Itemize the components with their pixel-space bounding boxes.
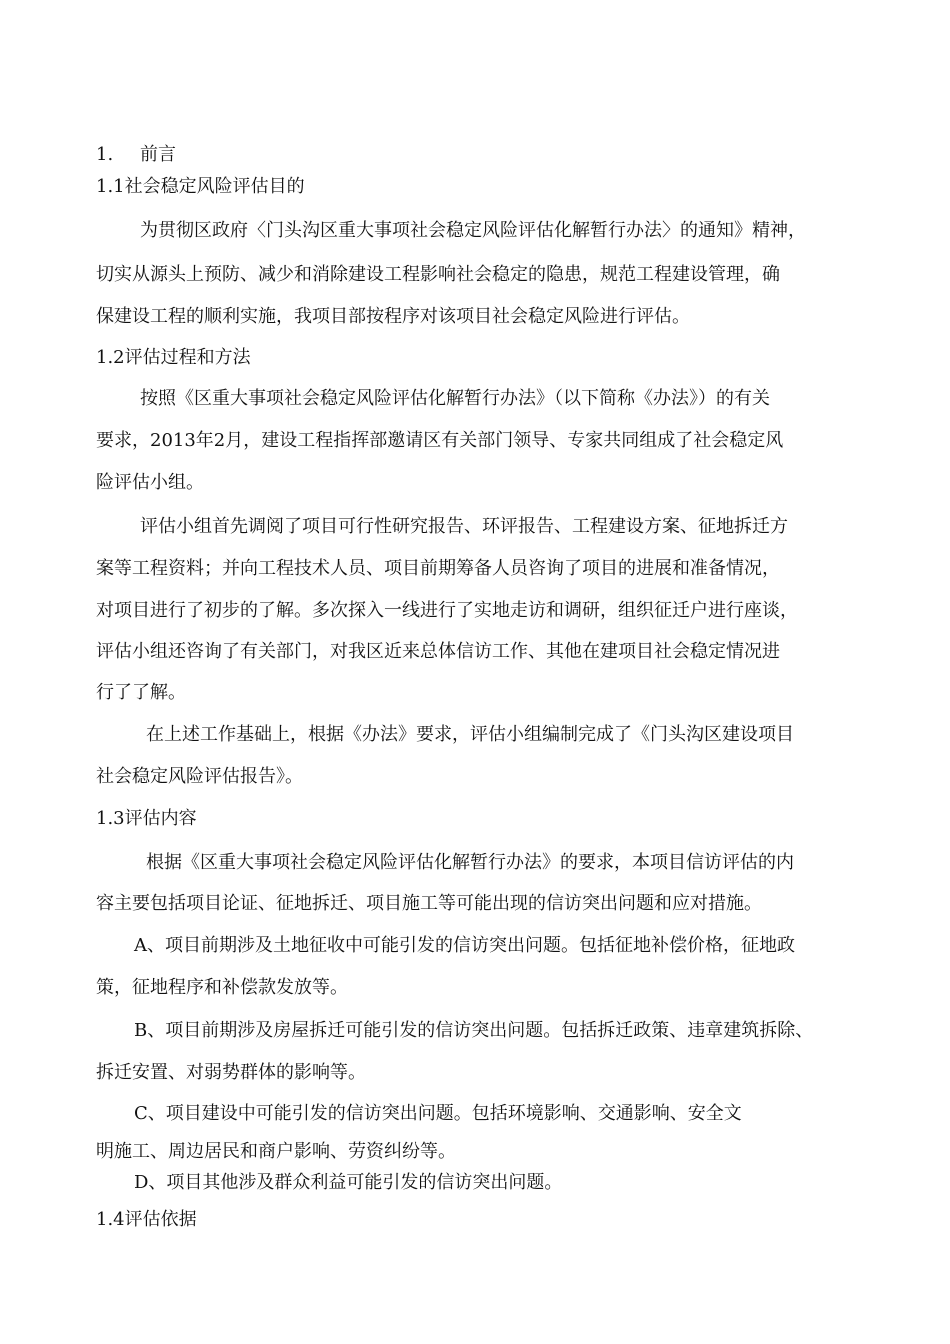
paragraph-line: 切实从源头上预防、减少和消除建设工程影响社会稳定的隐患，规范工程建设管理，确 [96,264,780,285]
list-item-b: B、项目前期涉及房屋拆迁可能引发的信访突出问题。包括拆迁政策、违章建筑拆除、 [134,1020,814,1041]
paragraph-line: 容主要包括项目论证、征地拆迁、项目施工等可能出现的信访突出问题和应对措施。 [96,893,762,914]
paragraph-line: 案等工程资料；并向工程技术人员、项目前期筹备人员咨询了项目的进展和准备情况， [96,558,780,579]
paragraph-line: 要求，2013年2月，建设工程指挥部邀请区有关部门领导、专家共同组成了社会稳定风 [96,430,784,451]
paragraph-line: 险评估小组。 [96,472,204,493]
paragraph-line: 为贯彻区政府〈门头沟区重大事项社会稳定风险评估化解暂行办法〉的通知》精神， [140,220,806,241]
list-item-c: C、项目建设中可能引发的信访突出问题。包括环境影响、交通影响、安全文 [134,1103,742,1124]
chapter-title: 前言 [140,144,176,165]
paragraph-line: 保建设工程的顺利实施，我项目部按程序对该项目社会稳定风险进行评估。 [96,306,690,327]
list-item-a: A、项目前期涉及土地征收中可能引发的信访突出问题。包括征地补偿价格，征地政 [134,935,795,956]
list-item-d: D、项目其他涉及群众利益可能引发的信访突出问题。 [134,1172,563,1193]
paragraph-line: 社会稳定风险评估报告》。 [96,766,303,787]
paragraph-line: 按照《区重大事项社会稳定风险评估化解暂行办法》（以下简称《办法》）的有关 [140,388,770,409]
paragraph-line: 评估小组首先调阅了项目可行性研究报告、环评报告、工程建设方案、征地拆迁方 [140,516,788,537]
paragraph-line: 对项目进行了初步的了解。多次探入一线进行了实地走访和调研，组织征迁户进行座谈， [96,600,798,621]
paragraph-line: 策，征地程序和补偿款发放等。 [96,977,348,998]
chapter-number: 1. [96,144,114,165]
paragraph-line: 明施工、周边居民和商户影响、劳资纠纷等。 [96,1141,456,1162]
section-heading-1-2: 1.2评估过程和方法 [96,347,251,368]
chapter-heading [96,142,176,168]
paragraph-line: 在上述工作基础上，根据《办法》要求，评估小组编制完成了《门头沟区建设项目 [146,724,794,745]
paragraph-line: 评估小组还咨询了有关部门，对我区近来总体信访工作、其他在建项目社会稳定情况进 [96,641,780,662]
section-heading-1-1: 1.1社会稳定风险评估目的 [96,176,305,197]
paragraph-line: 行了了解。 [96,682,186,703]
paragraph-line: 拆迁安置、对弱势群体的影响等。 [96,1062,366,1083]
section-heading-1-3: 1.3评估内容 [96,808,197,829]
section-heading-1-4: 1.4评估依据 [96,1209,197,1230]
paragraph-line: 根据《区重大事项社会稳定风险评估化解暂行办法》的要求，本项目信访评估的内 [146,852,794,873]
